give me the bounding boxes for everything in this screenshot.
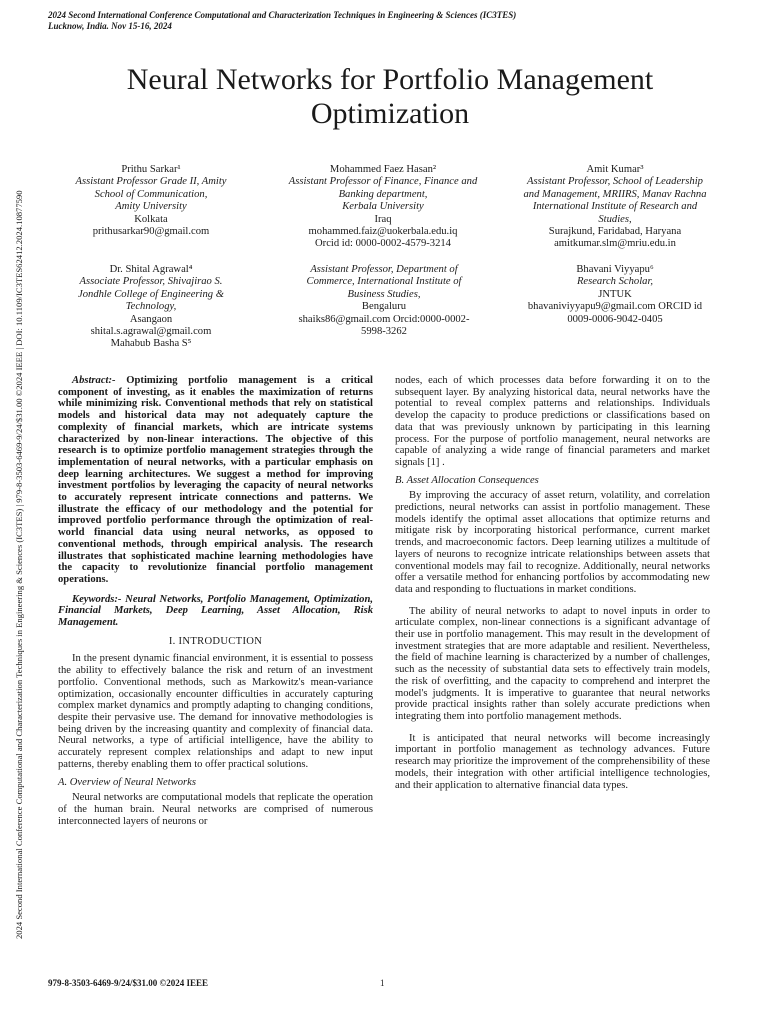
keywords: Keywords:- Neural Networks, Portfolio Management, Optimization, Financial Markets, Deep Learning, Asset Allocation, Risk Management. bbox=[58, 593, 373, 629]
author-location: Iraq bbox=[374, 213, 392, 225]
author-location: Surajkund, Faridabad, Haryana bbox=[548, 226, 682, 238]
author-affiliation: Assistant Professor of Finance, Finance and Banking department, bbox=[288, 176, 478, 200]
conference-name: 2024 Second International Conference Computational and Characterization Techniques in Engineering & Sciences (IC3TES) bbox=[48, 10, 517, 20]
author-email: shaiks86@gmail.com Orcid:0000-0002-5998-3262 bbox=[298, 313, 470, 338]
asset-allocation-paragraph-2: The ability of neural networks to adapt to novel inputs in order to articulate complex, non-linear connections is a significant advantage of their use in portfolio management. This may result in the development of investment strategies that are more adaptable and resilient. Nevertheless, the field of machine learning is characterized by a number of challenges, such as the necessity of substantial data sets to effectively train models, the risk of overfitting, and the capacity to comprehend and interpret the model's judgments. It is imperative to guarantee that neural networks provide practical insights rather than solely accurate predictions when integrating them into portfolio management methods. bbox=[395, 605, 710, 722]
author-name: Bhavani Viyyapu⁶ bbox=[576, 264, 654, 275]
author-location: Kolkata bbox=[134, 213, 168, 225]
subsection-heading-overview: A. Overview of Neural Networks bbox=[58, 776, 196, 788]
right-column bbox=[395, 375, 710, 791]
author-block-4 bbox=[62, 264, 240, 351]
author-email: mohammed.faiz@uokerbala.edu.iq bbox=[308, 226, 458, 238]
asset-allocation-paragraph-1: By improving the accuracy of asset return, volatility, and correlation predictions, neural networks can assist in portfolio management. These models identify the optimal asset allocations that optimize returns and mitigate risk by incorporating historical performance, current market trends, and macroeconomic factors. Deep learning utilizes a multitude of layers of neurons to recognize intricate relationships between assets that conventional models may fail to recognize. Additionally, neural networks offer a versatile method for enhancing portfolios by accommodating new data and responding to fluctuations in market conditions. bbox=[395, 490, 710, 595]
author-block-1 bbox=[62, 164, 240, 238]
author-email: prithusarkar90@gmail.com bbox=[92, 226, 210, 238]
abstract-label: Abstract:- bbox=[72, 375, 116, 386]
author-email: bhavaniviyyapu9@gmail.com ORCID id 0009-0006-9042-0405 bbox=[527, 301, 703, 325]
author-name: Amit Kumar³ bbox=[586, 164, 644, 175]
author-orcid: Orcid id: 0000-0002-4579-3214 bbox=[315, 238, 451, 250]
author-email: amitkumar.slm@mriu.edu.in bbox=[554, 238, 676, 250]
paper-title: Neural Networks for Portfolio Management Optimization bbox=[126, 63, 654, 130]
author-block-5 bbox=[292, 264, 476, 338]
asset-allocation-paragraph-3: It is anticipated that neural networks will become increasingly important in portfolio management as technology advances. Future research may prioritize the improvement of the comprehensibility of these models, their integration with other artificial intelligence technologies, and their application to alternative financial data types. bbox=[395, 732, 710, 791]
author-block-3 bbox=[520, 164, 710, 251]
author-affiliation: Assistant Professor Grade II, Amity School of Communication, bbox=[75, 176, 227, 200]
subsection-heading-asset-allocation: B. Asset Allocation Consequences bbox=[395, 474, 539, 486]
page-number: 1 bbox=[380, 978, 385, 988]
conference-header bbox=[48, 10, 728, 32]
author-name: Mohammed Faez Hasan² bbox=[329, 164, 437, 175]
author-block-6 bbox=[520, 264, 710, 326]
left-column bbox=[58, 375, 373, 827]
author-name: Mahabub Basha S⁵ bbox=[110, 338, 192, 350]
footer-isbn: 979-8-3503-6469-9/24/$31.00 ©2024 IEEE bbox=[48, 978, 208, 988]
author-affiliation: Research Scholar, bbox=[576, 276, 654, 288]
doi-side-text: 2024 Second International Conference Computational and Characterization Techniques in Engineering & Sciences (IC3TES) | 979-8-3503-6469-9/24/$31.00 ©2024 IEEE | DOI: 10.1109/IC3TES62412.2024.10877590 bbox=[14, 190, 24, 939]
author-block-2 bbox=[285, 164, 481, 251]
intro-paragraph: In the present dynamic financial environment, it is essential to possess the ability to effectively balance the risk and return of an investment portfolio. Conventional methods, such as Markowitz's mean-variance optimization, occasionally encounter difficulties in accurately capturing complex market dynamics and promptly adapting to changing conditions, despite their pervasive use. The demand for innovative methodologies is being driven by the increasing quantity and complexity of financial data. Neural networks, a type of artificial intelligence, have the ability to accurately represent complex relationships and adapt to new input patterns, thereby enabling them to offer practical solutions. bbox=[58, 653, 373, 770]
author-location: Asangaon bbox=[129, 313, 173, 325]
author-name: Prithu Sarkar¹ bbox=[121, 164, 181, 175]
author-location: JNTUK bbox=[598, 288, 632, 300]
abstract bbox=[58, 375, 373, 586]
author-affiliation: Assistant Professor, Department of Commerce, International Institute of Business Studies, bbox=[306, 264, 462, 300]
section-heading-introduction: I. INTRODUCTION bbox=[168, 635, 263, 647]
author-email: shital.s.agrawal@gmail.com bbox=[90, 326, 212, 338]
author-affiliation: Associate Professor, Shivajirao S. Jondhle College of Engineering & Technology, bbox=[78, 276, 224, 313]
author-affiliation: Kerbala University bbox=[342, 201, 424, 213]
continued-paragraph: nodes, each of which processes data before forwarding it on to the subsequent layer. By analyzing historical data, neural networks have the potential to reveal complex patterns and relationships. Individuals develop the capacity to produce predictions or classifications based on data that was previously unknown by participating in this learning process. For the purpose of portfolio management, neural networks are capable of analyzing a wide range of financial parameters and market signals [1] . bbox=[395, 375, 710, 468]
author-location: Bengaluru bbox=[361, 301, 407, 313]
overview-paragraph: Neural networks are computational models that replicate the operation of the human brain. Neural networks are comprised of numerous interconnected layers of neurons or bbox=[58, 792, 373, 827]
author-affiliation: Amity University bbox=[115, 201, 187, 213]
author-affiliation: Assistant Professor, School of Leadership and Management, MRIIRS, Manav Rachna International Institute of Research and Studies, bbox=[523, 176, 707, 225]
conference-location: Lucknow, India. Nov 15-16, 2024 bbox=[48, 21, 172, 31]
author-name: Dr. Shital Agrawal⁴ bbox=[109, 264, 193, 275]
abstract-text: Optimizing portfolio management is a critical component of investing, as it enables the maximization of returns while minimizing risk. Conventional methods that rely on statistical models and historical data may not adequately capture the complexity of financial markets, which are intricate systems characterized by non-linear interactions. The objective of this research is to optimize portfolio management strategies through the implementation of neural networks, with a particular emphasis on deep learning architectures. We suggest a method for improving investment portfolios by leveraging the capacity of neural networks to accurately represent intricate connections and patterns. We illustrate the efficacy of our methodology and the potential for improved portfolio performance through the optimization of real-world financial data using neural networks, as opposed to conventional methods, through empirical analysis. The research illustrates that sophisticated machine learning methodologies have the capacity to revolutionize financial portfolio management operations. bbox=[58, 375, 373, 585]
